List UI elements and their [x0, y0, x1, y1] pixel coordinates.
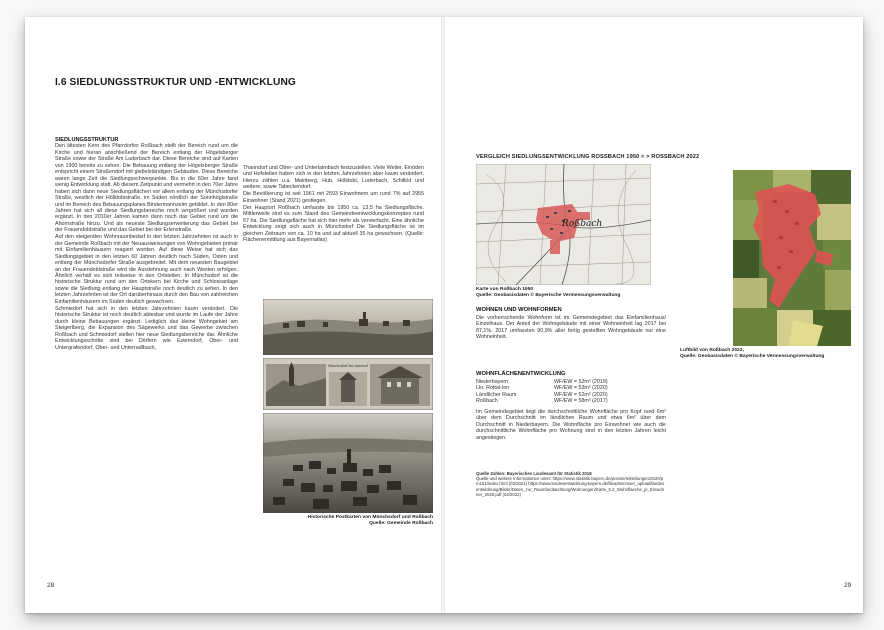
paragraph: Den ältesten Kern des Pfarrdorfes Roßbach stellt der Bereich rund um die Kirche und hieran anschließend der Bereich entlang der Högelsberger Straße sowie der Straße Am Luderbach dar. Diese Bereiche sind auf Karten von 1900 bereits zu sehen. Die Bebauung entlang der Högelsberger Straße entspricht einem Straßendorf mit giebelständigen Gebäuden. Diese Bereiche waren lange Zeit die Siedlungsschwerpunkte. Bis in die 60er Jahre fand wenig Entwicklung statt. Ab diesem Zeitpunkt und vermehrt in den 70er Jahre haben sich dann neue Siedlungsflächen vor allem entlang der Münchsdorfer Straße, westlich der Hölldobistraße, im Süden nördlich der Sonnhöglstraße und im Bereich des Bebauungsplanes Bindermannzeim gebildet. In den 80er Jahren hat sich all diese Siedlungsbereiche noch vergrößert und wurden ergänzt. In den 2010er Jahren kamen dann noch das Gebiet rund um die Ahornstraße hinzu. Und als neueste Siedlungserweiterung das Gebiet bei der Frauendoblstraße und das Gebiet bei der Erlenstraße.	[55, 143, 238, 234]
postcard-caption: Historische Postkarten von Münchsdorf und Roßbach Quelle: Gemeinde Roßbach	[307, 515, 433, 526]
postcard-aerial-photo	[263, 413, 433, 513]
stat-row: Roßbach WF/EW = 58m² (2017)	[476, 398, 608, 405]
postcard-muenchsdorf-photo	[263, 358, 433, 410]
text-column-1	[55, 137, 238, 351]
postcard-label: Münchsdorf bei Arnstorf	[328, 364, 368, 368]
map-place-label: Roßbach	[562, 219, 603, 229]
paragraph: Auf den steigenden Wohnraumbedarf in den letzten Jahrzehnten ist auch in der Gemeinde Roßbach mit der Neuausweisungen von Wohngebieten primär mit Einfamilienhäusern reagiert worden. Auf diese Weise hat sich das Siedlungsgebiet in den letzten 60 Jahren deutlich nach Süden, Osten und entlang der Münchsdorfer Straße ausgebreitet. Mit dem neuesten Baugebiet an der Frauendoblstraße wird die Ausdehnung auch nach Westen erfolgen. Ähnlich verhält es sich teilweise in den Ortsteilen. In Münchsdorf ist die historische Struktur rund um den Ortskern bei Kirche und Schlossanlage sowie die Siedlung entlang der Hauptstraße noch deutlich zu sehen. In den letzten Jahrzehnten ist der Ort darüberhinaus durch den Bau von zahlreichen Einfamilienhäusern im Süden deutlich gewachsen.	[55, 234, 238, 305]
page-number-left: 28	[47, 582, 55, 589]
left-page	[25, 17, 442, 613]
paragraph: Der Hauptort Roßbach umfasste bis 1950 ca. 13,5 ha Siedlungsfläche. Mittlerweile sind es zum Stand des Gemeindeentwicklungskonzeptes rund 57 ha. Die Siedlungsfläche hat sich hier mehr als vervierfacht. Eine ähnliche Entwicklung zeigt sich auch in Münchsdorf Die Siedlungsfläche ist im gleichen Zeitraum von ca. 10 ha und auf aktuell 35 ha gewachsen. (Quelle: Flächenermittlung aus Bayernatlas)	[243, 204, 424, 243]
paragraph: Die Bevölkerung ist seit 1961 mit 2593 Einwohnern um rund 7% auf 2955 Einwohner (Stand 2021) gestiegen.	[243, 191, 424, 204]
postcard-panorama-photo	[263, 299, 433, 355]
stat-row: Niederbayern WF/EW = 52m² (2019)	[476, 379, 608, 385]
text-column-2	[243, 165, 424, 244]
wohnflaeche-paragraph: Im Gemeindegebiet liegt die durchschnittliche Wohnfläche pro Kopf rund 6m² über dem Durchschnitt im ländlichen Raum und etwa 6m² über dem Durchschnitt in Niederbayern. Die Wohnfläche pro Einwohner wie auch die durchschnittliche Wohnfläche pro Wohnung sind in den letzten Jahren leicht angestiegen.	[476, 409, 666, 441]
subheading-siedlungsstruktur: SIEDLUNGSSTRUKTUR	[55, 137, 119, 143]
section-title: I.6 SIEDLUNGSSTRUKTUR UND -ENTWICKLUNG	[55, 77, 296, 88]
map1950-caption: Karte von Roßbach 1950 Quelle: Geobasisdaten © Bayerische Vermessungsverwaltung	[476, 287, 621, 298]
stat-row: Ländlicher Raum WF/EW = 52m² (2020)	[476, 391, 608, 398]
aerial-caption: Luftbild von Roßbach 2022, Quelle: Geobasisdaten © Bayerische Vermessungsverwaltung	[680, 348, 825, 359]
book-spread	[25, 17, 863, 613]
heading-wohnflaechen: WOHNFLÄCHENENTWICKLUNG	[476, 371, 566, 377]
paragraph: Schmiedorf hat sich in den letzten Jahrzehnten kaum verändert. Die historische Struktur ist noch deutlich ablesbar und wurde im Laufe der Jahre durch kleine Bebauungen ergänzt. Lediglich das kleine Wohngebiet am Steigerlberg, die Expansion des Sägewerks und das Gewerbe zwischen Roßbach und Schmiedorf stellen hier neue Siedlungsbereiche dar. Ähnliche Entwicklungsschritte sind bei Dörfern wie Esterndorf, Ober- und Untergrafendorf, Ober- und Unterradlbach,	[55, 305, 238, 351]
historic-map-1950	[476, 164, 651, 285]
wohnen-paragraph: Die vorherrschende Wohnform ist im Gemeindegebiet das Einfamilienhaus/ Einzelhaus. Der Anteil der Wohngebäude mit einer Wohneinheit lag 2017 bei 87,1%. 2017 umfassten 90,9% aller fertig gestellten Wohngebäude nur eine Wohneinheit.	[476, 315, 666, 341]
source-notes: Quelle Zahlen: Bayerisches Landesamt für Statistik 2018 Quelle und weitere Informationen unter: https://www.statistik.bayern.de/presse/mitteilungen/2020/pm151/index.html (03/2021) https://www.landesentwicklung-bayern.de/fileadmin/user_upload/landesentwicklung/Bilder/Daten_zur_Raumbeobachtung/Wohnungen/Karte_5.2_Wohnflaeche_je_Einwohner_2020.pdf (02/2022)	[476, 471, 665, 497]
paragraph: Thanndorf und Ober- und Unterlaimbach festzustellen. Viele Weiler, Einöden und Hofstellen haben sich in den letzten Jahrzehnten aber kaum verändert. Hierzu zählen u.a. Mainberg, Hub, Hölldobl, Luderbach, Schillöd und weitere, sowie Tabeckendorf.	[243, 165, 425, 191]
aerial-photo-2022	[733, 170, 851, 346]
heading-wohnen: WOHNEN UND WOHNFORMEN	[476, 307, 562, 313]
stat-row: Lkr. Rottal-Inn WF/EW = 53m² (2020)	[476, 385, 608, 392]
page-number-right: 29	[844, 582, 852, 589]
right-page	[444, 17, 863, 613]
comparison-title: VERGLEICH SIEDLUNGSENTWICKLUNG ROSSBACH 1950 < > ROSSBACH 2022	[476, 154, 700, 160]
wohnflaeche-stats-list	[476, 379, 666, 405]
